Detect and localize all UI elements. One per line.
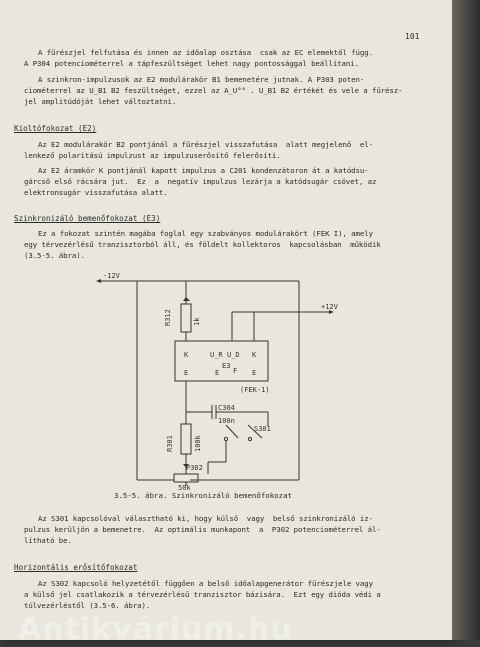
r312-label: R312 — [164, 309, 172, 326]
text-line: lítható be. — [24, 536, 72, 545]
text-line: A szinkron-impulzusok az E2 modulárakör B1 bemenetére jutnak. A P303 poten- — [38, 75, 365, 84]
text-line: lenkező polaritású impulzust az impulzuserősítő felerősíti. — [24, 151, 281, 160]
module-name: (FEK-1) — [240, 386, 270, 394]
c304-label: C304 — [218, 404, 235, 412]
page-number: 101 — [405, 32, 420, 41]
pin-e-right: E — [252, 369, 257, 377]
text-line: Az S302 kapcsoló helyzetétől függően a belső időalapgenerátor fűrészjele vagy — [38, 579, 373, 588]
pin-k-right: K — [252, 351, 257, 359]
r301-value: 100k — [194, 435, 202, 452]
s301-label: S301 — [254, 425, 271, 433]
c304-value: 100n — [218, 417, 235, 425]
text-line: pulzus kerüljön a bemenetre. Az optimális munkapont a P302 potenciométerrel ál- — [24, 525, 381, 534]
text-line: Az E2 áramkör K pontjánál kapott impulzus a C201 kondenzátoron át a katódsu- — [38, 166, 369, 175]
text-line: gárcső első rácsára jut. Ez a negatív impulzus lezárja a katódsugár csövet, az — [24, 177, 377, 186]
text-line: a külső jel csatlakozik a térvezérlésű tranzisztor bázisára. Ezt egy dióda védi a — [24, 590, 381, 599]
pin-e-left: E — [184, 369, 189, 377]
text-line: Az S301 kapcsolóval választható ki, hogy külső vagy belső szinkronizáló iz- — [38, 514, 373, 523]
section-heading-blanking: Kioltófokozat (E2) — [14, 124, 97, 133]
watermark-logo: Antikvárium.hu — [18, 612, 293, 647]
supply-left-label: -12V — [103, 272, 120, 280]
text-line: egy térvezérlésű tranzisztorból áll, és földelt kollektoros kapcsolásban működik — [24, 240, 381, 249]
pin-ud: U_D — [227, 351, 240, 359]
section-heading-sync-input: Szinkronizáló bemenőfokozat (E3) — [14, 214, 161, 223]
text-line: túlvezérléstől (3.5-6. ábra). — [24, 601, 151, 610]
book-spine-shadow — [452, 0, 480, 640]
chip-f-label: F — [233, 367, 238, 375]
text-line: (3.5-5. ábra). — [24, 251, 85, 260]
section-heading-horizontal-amp: Horizontális erősítőfokozat — [14, 563, 138, 572]
chip-label: E3 — [222, 362, 231, 370]
text-line: A fűrészjel felfutása és innen az időalap osztása csak az EC elemektől függ. — [38, 48, 373, 57]
text-line: Ez a fokozat szintén magába foglal egy szabványos modulárakört (FEK I), amely — [38, 229, 373, 238]
p302-label: P302 — [186, 464, 203, 472]
pin-k-left: K — [184, 351, 189, 359]
figure-caption: 3.5-5. ábra. Szinkronizáló bemenőfokozat — [114, 491, 292, 500]
text-line: elektronsugár visszafutása alatt. — [24, 188, 168, 197]
pin-e-mid: E — [215, 369, 220, 377]
text-line: Az E2 modulárakör B2 pontjánál a fűrészjel visszafutása alatt megjelenő el- — [38, 140, 373, 149]
pin-ur: U_R — [210, 351, 223, 359]
text-line: ciométerrel az U_B1 B2 feszültséget, ezzel az A_U°° . U_B1 B2 értékét és vele a fűrész- — [24, 86, 403, 95]
text-line: A P304 potenciométerrel a tápfeszültséget lehet nagy pontossággal beállítani. — [24, 59, 359, 68]
text-line: jel amplitúdóját lehet változtatni. — [24, 97, 177, 106]
p302-value: 50k — [178, 484, 191, 492]
r312-value: 1k — [193, 317, 201, 326]
supply-right-label: +12V — [321, 303, 338, 311]
r301-label: R301 — [166, 435, 174, 452]
